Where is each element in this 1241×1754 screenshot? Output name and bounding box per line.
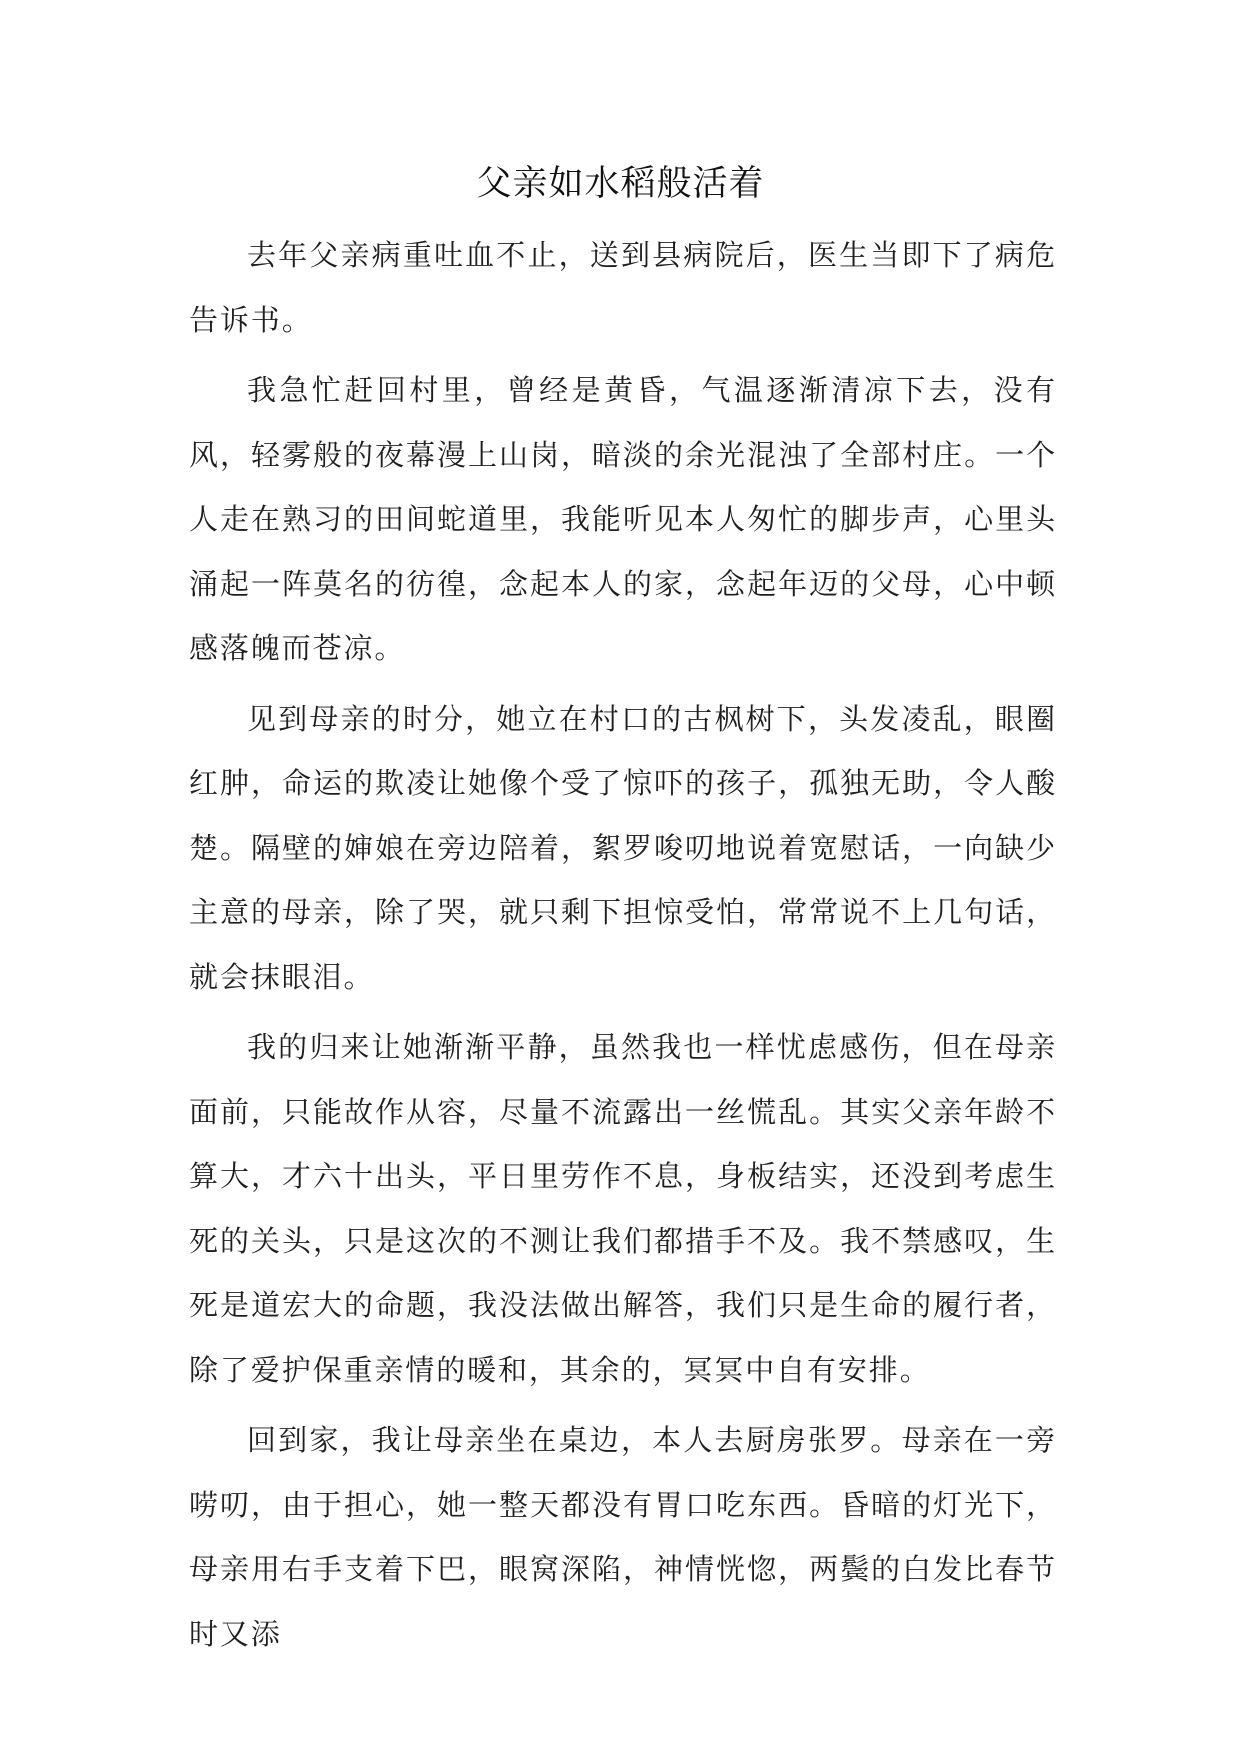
document-title: 父亲如水稻般活着: [476, 164, 765, 204]
paragraph: 我的归来让她渐渐平静，虽然我也一样忧虑感伤，但在母亲面前，只能故作从容，尽量不流露出一丝慌乱。其实父亲年龄不算大，才六十出头，平日里劳作不息，身板结实，还没到考虑生死的关头，只是这次的不测让我们都措手不及。我不禁感叹，生死是道宏大的命题，我没法做出解答，我们只是生命的履行者，除了爱护保重亲情的暖和，其余的，冥冥中自有安排。: [189, 1030, 1057, 1387]
paragraph: 去年父亲病重吐血不止，送到县病院后，医生当即下了病危告诉书。: [189, 238, 1057, 337]
paragraph: 见到母亲的时分，她立在村口的古枫树下，头发凌乱，眼圈红肿，命运的欺凌让她像个受了惊吓的孩子，孤独无助，令人酸楚。隔壁的婶娘在旁边陪着，絮罗唆叨地说着宽慰话，一向缺少主意的母亲，除了哭，就只剩下担惊受怕，常常说不上几句话，就会抹眼泪。: [189, 701, 1057, 994]
paragraph: 我急忙赶回村里，曾经是黄昏，气温逐渐清凉下去，没有风，轻雾般的夜幕漫上山岗，暗淡的余光混浊了全部村庄。一个人走在熟习的田间蛇道里，我能听见本人匆忙的脚步声，心里头涌起一阵莫名的彷徨，念起本人的家，念起年迈的父母，心中顿感落魄而苍凉。: [189, 373, 1057, 665]
paragraph: 回到家，我让母亲坐在桌边，本人去厨房张罗。母亲在一旁唠叨，由于担心，她一整天都没有胃口吃东西。昏暗的灯光下，母亲用右手支着下巴，眼窝深陷，神情恍惚，两鬓的白发比春节时又添: [189, 1423, 1057, 1651]
document-body: [189, 223, 1057, 1672]
